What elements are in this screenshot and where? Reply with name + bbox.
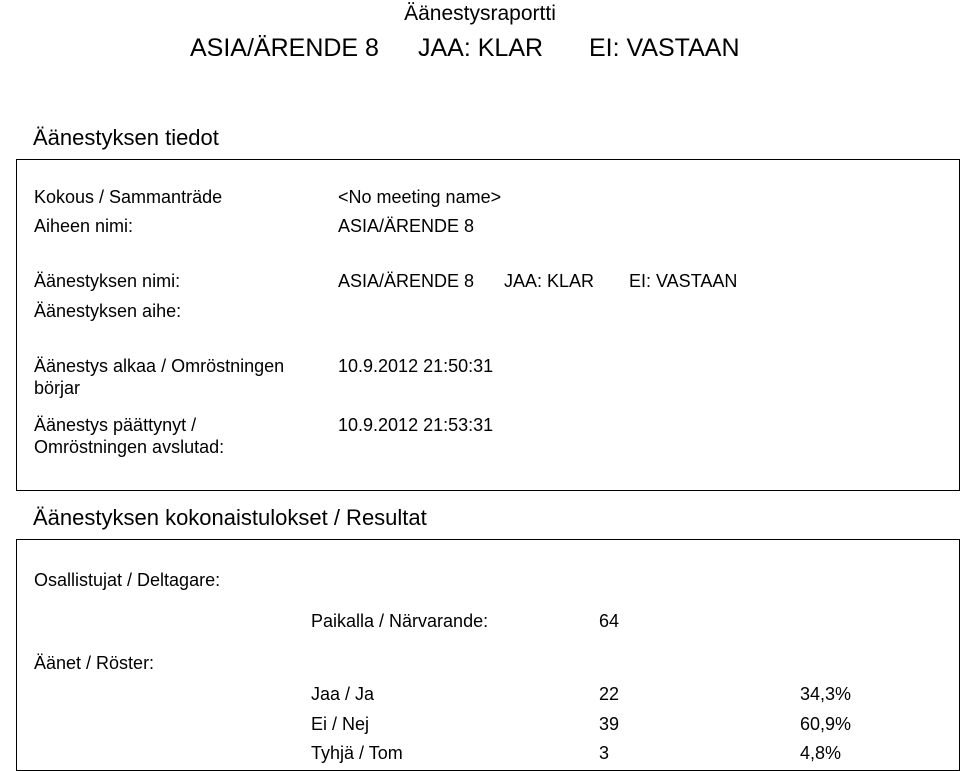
meeting-label: Kokous / Sammanträde	[34, 187, 223, 207]
meeting-value: <No meeting name>	[338, 187, 502, 207]
row-blank-percent: 4,8%	[800, 743, 842, 763]
row-no-count: 39	[599, 714, 620, 734]
votes-label: Äänet / Röster:	[34, 653, 155, 673]
start-label: Äänestys alkaa / Omröstningen börjar	[34, 356, 285, 398]
vote-name-topic: ASIA/ÄRENDE 8	[338, 271, 475, 291]
subtitle-topic: ASIA/ÄRENDE 8	[190, 34, 379, 62]
participants-label: Osallistujat / Deltagare:	[34, 570, 221, 590]
row-no-label: Ei / Nej	[311, 714, 370, 734]
vote-subject-label: Äänestyksen aihe:	[34, 301, 182, 321]
vote-name-yes: JAA: KLAR	[504, 271, 595, 291]
row-blank-count: 3	[599, 743, 610, 763]
present-label: Paikalla / Närvarande:	[311, 611, 489, 631]
topic-label: Aiheen nimi:	[34, 216, 134, 236]
row-no-percent: 60,9%	[800, 714, 852, 734]
start-value: 10.9.2012 21:50:31	[338, 356, 494, 376]
topic-value: ASIA/ÄRENDE 8	[338, 216, 475, 236]
report-title: Äänestysraportti	[404, 2, 556, 25]
end-label: Äänestys päättynyt / Omröstningen avslutad:	[34, 415, 225, 457]
vote-name-label: Äänestyksen nimi:	[34, 271, 181, 291]
subtitle-no: EI: VASTAAN	[589, 34, 740, 62]
row-yes-count: 22	[599, 684, 620, 704]
details-heading: Äänestyksen tiedot	[33, 125, 219, 150]
results-heading: Äänestyksen kokonaistulokset / Resultat	[33, 505, 427, 530]
end-value: 10.9.2012 21:53:31	[338, 415, 494, 435]
subtitle-yes: JAA: KLAR	[418, 34, 544, 62]
row-yes-percent: 34,3%	[800, 684, 852, 704]
row-blank-label: Tyhjä / Tom	[311, 743, 403, 763]
row-yes-label: Jaa / Ja	[311, 684, 375, 704]
present-value: 64	[599, 611, 620, 631]
vote-name-no: EI: VASTAAN	[629, 271, 738, 291]
